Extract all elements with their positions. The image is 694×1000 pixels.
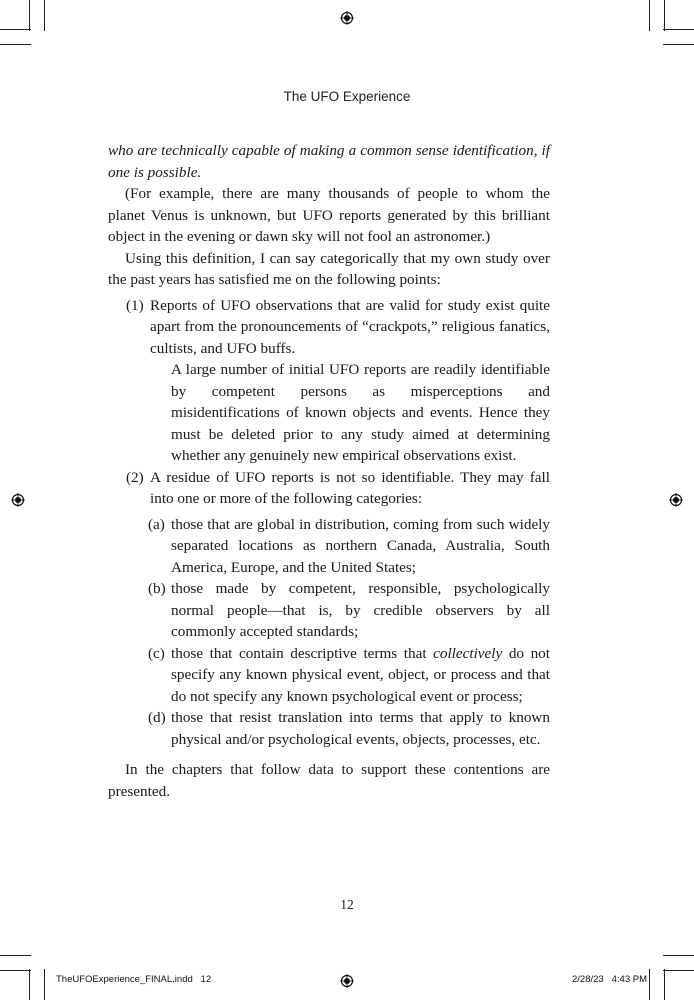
running-header: The UFO Experience: [283, 89, 411, 104]
crop-mark: [663, 29, 694, 30]
crop-mark: [664, 0, 665, 31]
sub-item-letter: (c): [148, 644, 165, 662]
point-note: A large number of initial UFO reports are readily identifiable by competent persons as misperceptions and misidentifications of known objects and events. Hence they must be deleted prior to any study aimed at determining whether any genuinely new empirical observations exist.: [171, 361, 550, 464]
crop-mark: [0, 44, 31, 45]
sub-item-text: those that resist translation into terms that apply to known physical and/or psychological events, objects, processes, etc.: [171, 709, 550, 748]
point-number: (2): [126, 468, 144, 486]
crop-mark: [663, 970, 694, 971]
slug-date-info: 2/28/23 4:43 PM: [572, 974, 647, 985]
crop-mark: [29, 969, 30, 1000]
crop-mark: [0, 970, 31, 971]
point-text: Reports of UFO observations that are valid for study exist quite apart from the pronouncements of “crackpots,” religious fanatics, cultists, and UFO buffs.: [150, 296, 550, 357]
registration-mark-icon: [11, 493, 25, 507]
registration-mark-icon: [340, 974, 354, 988]
sub-item: [108, 643, 550, 708]
crop-mark: [44, 969, 45, 1000]
slug-file-info: TheUFOExperience_FINAL.indd 12: [56, 974, 212, 985]
sub-item-text: [171, 643, 550, 708]
crop-mark: [0, 29, 31, 30]
crop-mark: [649, 969, 650, 1000]
point-number: (1): [126, 296, 144, 314]
closing-paragraph: In the chapters that follow data to support these contentions are presented.: [108, 761, 550, 800]
sub-item-text-part: do not specify any known physical event, object, or process and that do not specify any known psychological event or process;: [171, 644, 550, 705]
sub-item-text: those made by competent, responsible, psychologically normal people—that is, by credible observers by all commonly accepted standards;: [171, 580, 550, 640]
sub-item-text-part: those that contain descriptive terms that: [171, 644, 434, 662]
paragraph: (For example, there are many thousands of people to whom the planet Venus is unknown, but UFO reports generated by this brilliant object in the evening or dawn sky will not fool an astronomer.): [108, 185, 550, 245]
sub-item: [108, 707, 550, 750]
sub-item-letter: (b): [148, 580, 166, 597]
crop-mark: [664, 969, 665, 1000]
sub-item: [108, 514, 550, 579]
paragraph: Using this definition, I can say categorically that my own study over the past years has satisfied me on the following points:: [108, 249, 550, 288]
crop-mark: [663, 44, 694, 45]
crop-mark: [29, 0, 30, 31]
crop-mark: [0, 955, 31, 956]
sub-item-text: those that are global in distribution, coming from such widely separated locations as northern Canada, Australia, South America, Europe, and the United States;: [171, 515, 550, 576]
page-number: 12: [340, 897, 354, 912]
numbered-point: [108, 295, 550, 360]
body-text: [108, 140, 550, 802]
numbered-point: [108, 467, 550, 510]
sub-item-letter: (d): [148, 709, 166, 726]
registration-mark-icon: [340, 11, 354, 25]
sub-list: [108, 514, 550, 751]
point-text: A residue of UFO reports is not so identifiable. They may fall into one or more of the following categories:: [150, 468, 550, 507]
crop-mark: [663, 955, 694, 956]
intro-italic-text: who are technically capable of making a common sense identification, if one is possible.: [108, 142, 550, 181]
crop-mark: [44, 0, 45, 31]
sub-item: [108, 578, 550, 643]
emphasis-text: collectively: [433, 644, 503, 662]
crop-mark: [649, 0, 650, 31]
sub-item-letter: (a): [148, 515, 165, 533]
registration-mark-icon: [669, 493, 683, 507]
